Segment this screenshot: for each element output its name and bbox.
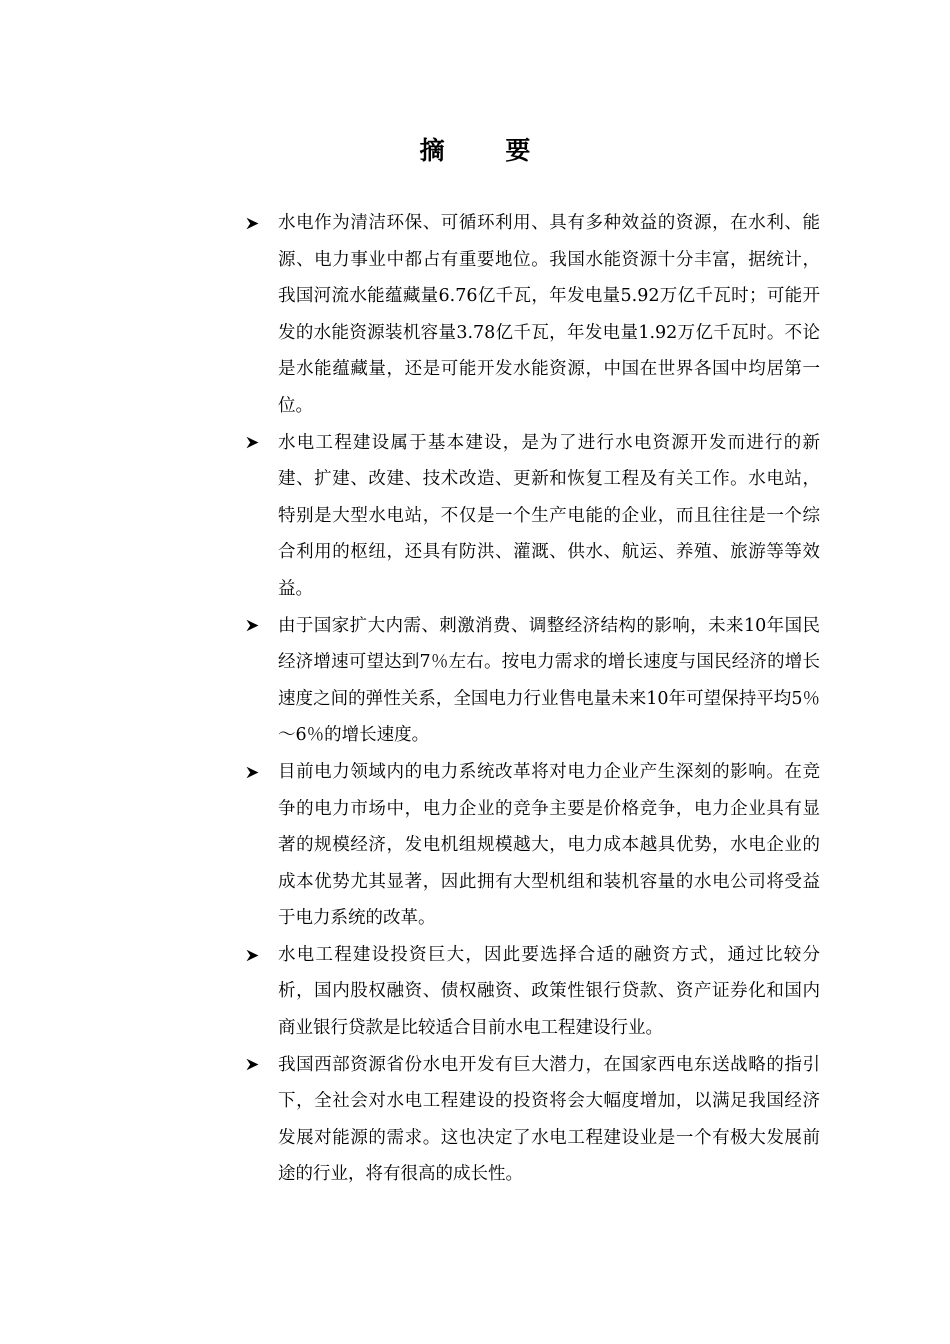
list-item-text: 水电作为清洁环保、可循环利用、具有多种效益的资源，在水利、能源、电力事业中都占有重要地位。我国水能资源十分丰富，据统计，我国河流水能蕴藏量6.76亿千瓦，年发电量5.92万亿千瓦时；可能开发的水能资源装机容量3.78亿千瓦，年发电量1.92万亿千瓦时。不论是水能蕴藏量，还是可能开发水能资源，中国在世界各国中均居第一位。 (278, 213, 820, 416)
list-item (240, 1047, 820, 1193)
arrowhead-bullet-icon (242, 937, 262, 974)
arrowhead-bullet-icon (242, 608, 262, 645)
list-item-text: 目前电力领域内的电力系统改革将对电力企业产生深刻的影响。在竞争的电力市场中，电力企业的竞争主要是价格竞争，电力企业具有显著的规模经济，发电机组规模越大，电力成本越具优势，水电企业的成本优势尤其显著，因此拥有大型机组和装机容量的水电公司将受益于电力系统的改革。 (278, 761, 820, 929)
list-item (240, 608, 820, 754)
list-item-text: 我国西部资源省份水电开发有巨大潜力，在国家西电东送战略的指引下，全社会对水电工程建设的投资将会大幅度增加，以满足我国经济发展对能源的需求。这也决定了水电工程建设业是一个有极大发展前途的行业，将有很高的成长性。 (278, 1054, 820, 1185)
list-item-text: 水电工程建设投资巨大，因此要选择合适的融资方式，通过比较分析，国内股权融资、债权融资、政策性银行贷款、资产证券化和国内商业银行贷款是比较适合目前水电工程建设行业。 (278, 944, 820, 1039)
list-item-text: 由于国家扩大内需、刺激消费、调整经济结构的影响，未来10年国民经济增速可望达到7％左右。按电力需求的增长速度与国民经济的增长速度之间的弹性关系，全国电力行业售电量未来10年可望保持平均5％～6％的增长速度。 (278, 615, 820, 746)
summary-list (240, 205, 820, 1193)
list-item (240, 754, 820, 937)
arrowhead-bullet-icon (242, 425, 262, 462)
list-item (240, 937, 820, 1047)
list-item-text: 水电工程建设属于基本建设，是为了进行水电资源开发而进行的新建、扩建、改建、技术改造、更新和恢复工程及有关工作。水电站，特别是大型水电站，不仅是一个生产电能的企业，而且往往是一个综合利用的枢纽，还具有防洪、灌溉、供水、航运、养殖、旅游等等效益。 (278, 432, 820, 599)
list-item (240, 205, 820, 425)
arrowhead-bullet-icon (242, 205, 262, 242)
list-item (240, 425, 820, 608)
arrowhead-bullet-icon (242, 754, 262, 791)
page-title: 摘 要 (419, 136, 557, 165)
arrowhead-bullet-icon (242, 1047, 262, 1084)
